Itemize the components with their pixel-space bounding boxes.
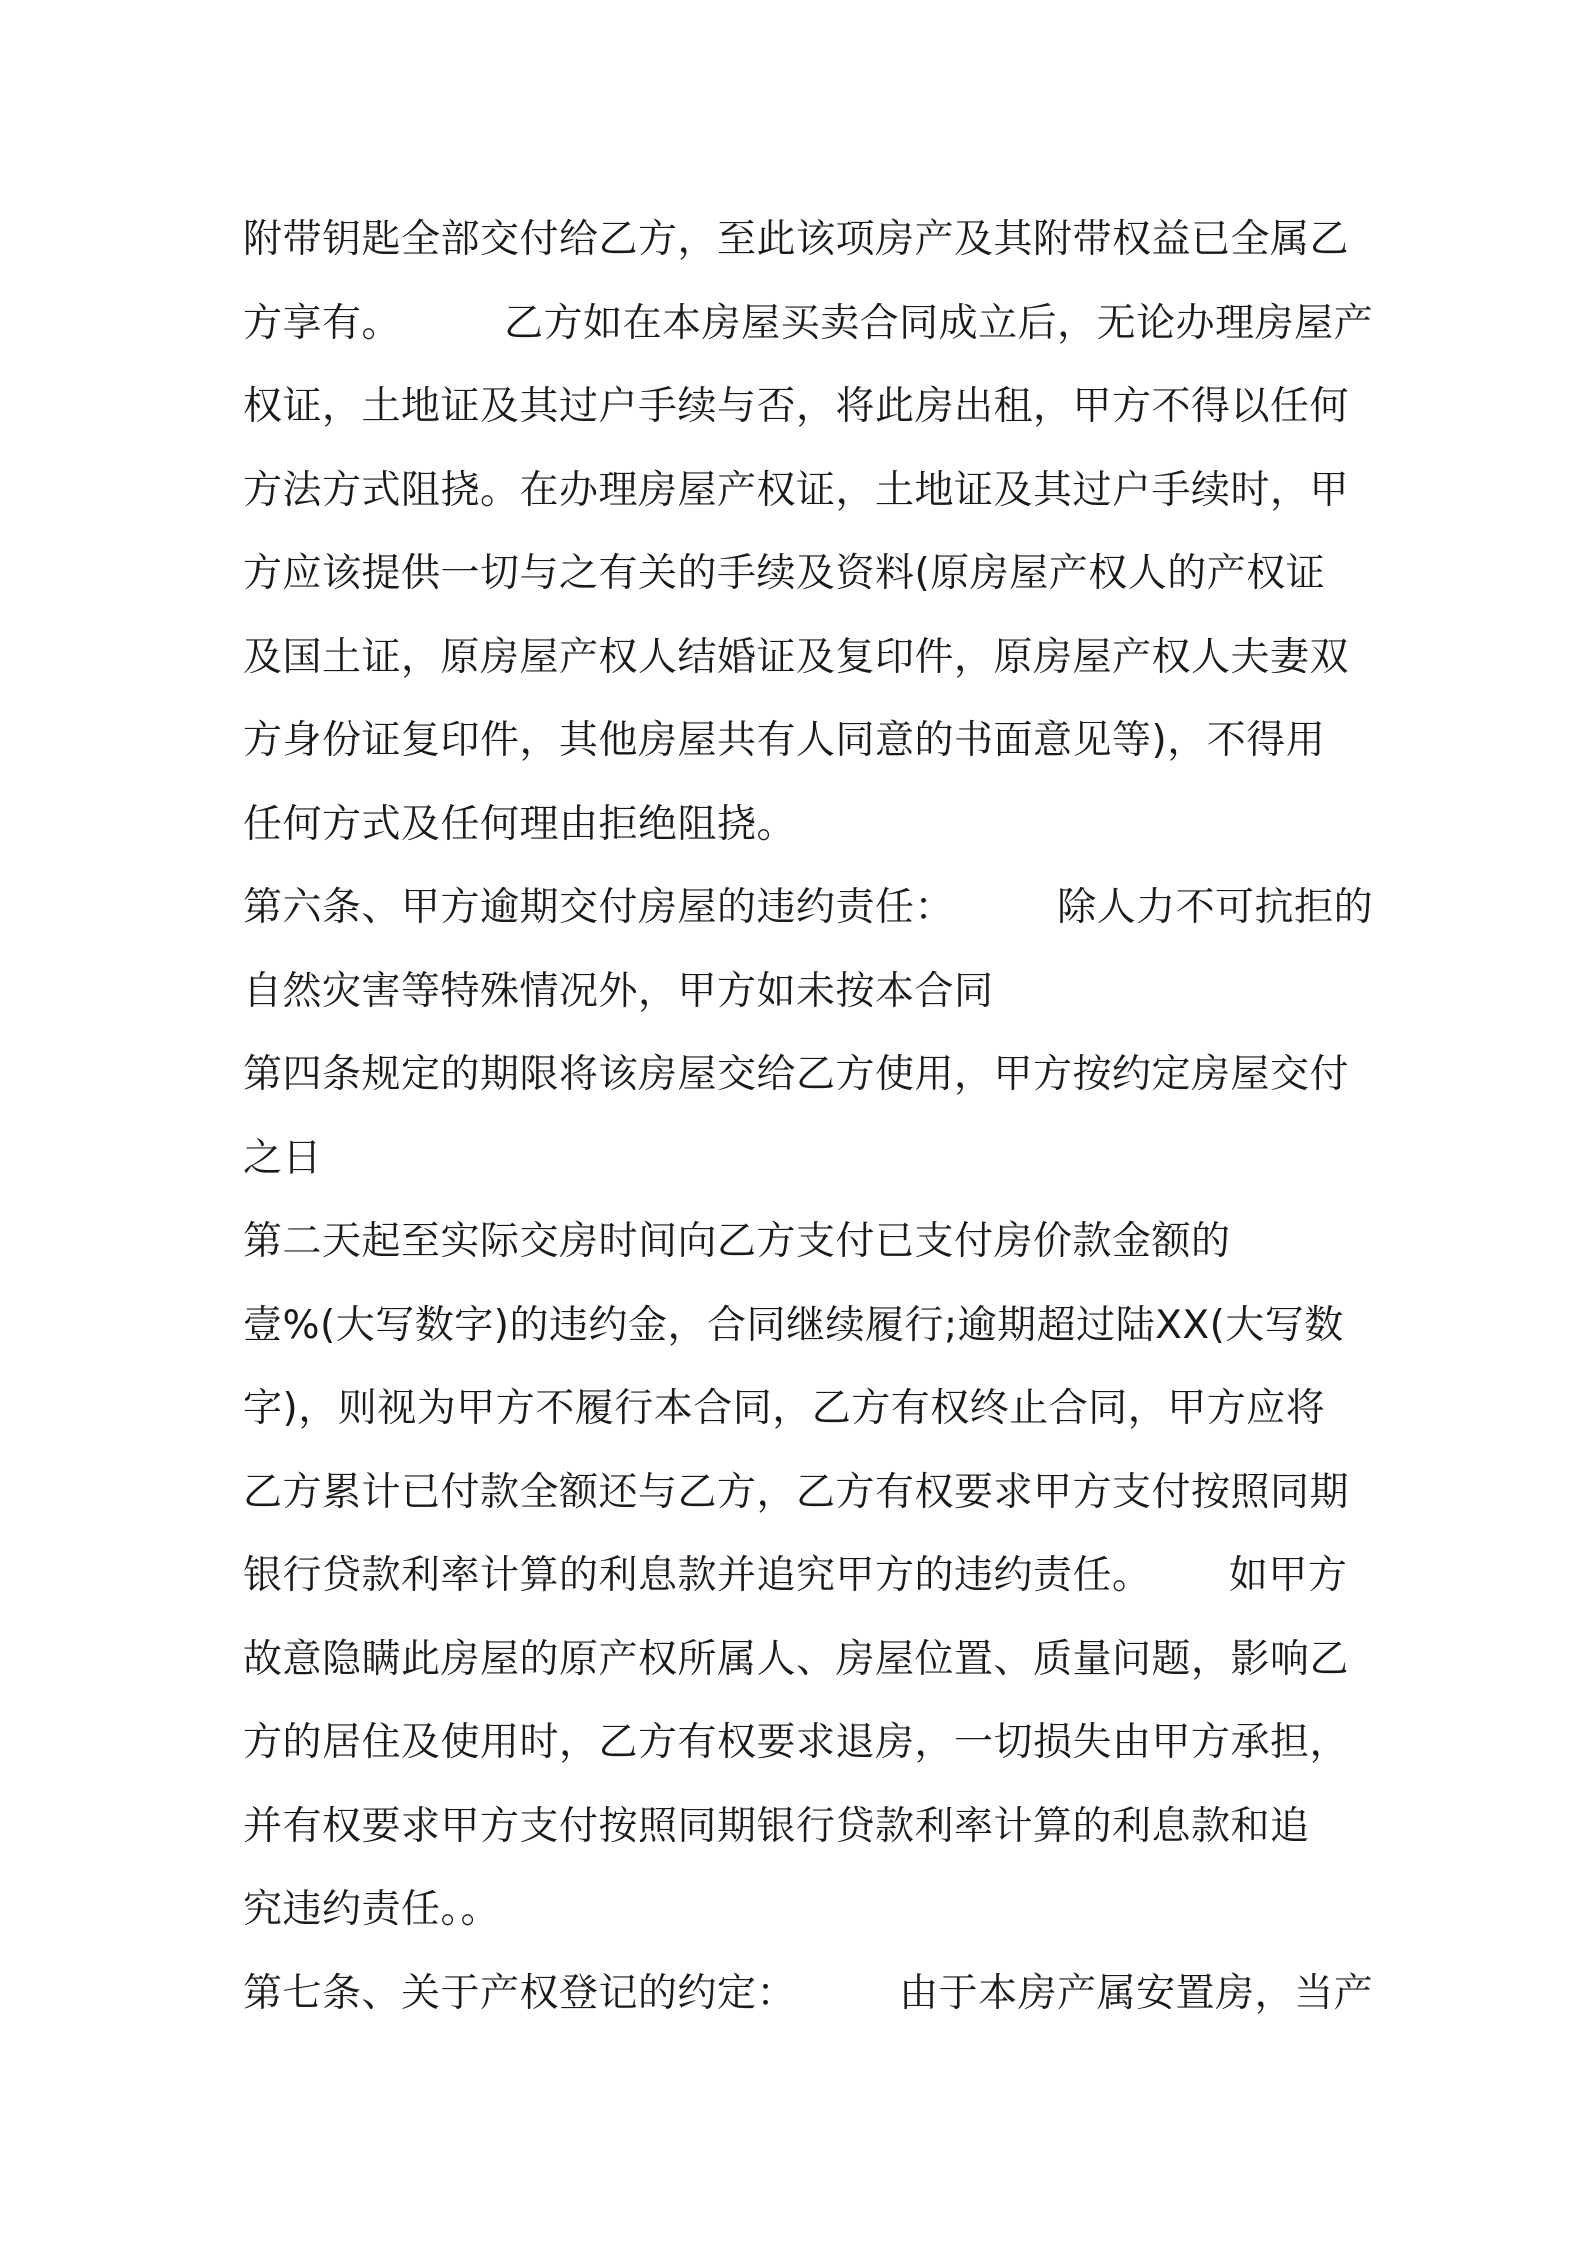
text-line: 自然灾害等特殊情况外，甲方如未按本合同 bbox=[243, 968, 994, 1014]
text-line: 方身份证复印件，其他房屋共有人同意的书面意见等)，不得用 bbox=[243, 718, 1326, 763]
text-line: 方享有。 乙方如在本房屋买卖合同成立后，无论办理房屋产 bbox=[243, 300, 1374, 346]
text-line: 第四条规定的期限将该房屋交给乙方使用，甲方按约定房屋交付 bbox=[243, 1052, 1350, 1097]
text-line: 银行贷款利率计算的利息款并追究甲方的违约责任。 如甲方 bbox=[243, 1553, 1348, 1598]
article-6-heading-line: 第六条、甲方逾期交付房屋的违约责任： 除人力不可抗拒的 bbox=[243, 885, 1374, 930]
text-line: 并有权要求甲方支付按照同期银行贷款利率计算的利息款和追 bbox=[243, 1803, 1310, 1849]
text-line: 权证，土地证及其过户手续与否，将此房出租，甲方不得以任何 bbox=[243, 384, 1350, 429]
text-line: 之日 bbox=[243, 1135, 323, 1181]
contract-text-block bbox=[243, 198, 1374, 2035]
article-7-heading-line: 第七条、关于产权登记的约定： 由于本房产属安置房，当产 bbox=[243, 1970, 1374, 2016]
text-line: 及国土证，原房屋产权人结婚证及复印件，原房屋产权人夫妻双 bbox=[243, 634, 1350, 680]
text-line: 方应该提供一切与之有关的手续及资料(原房屋产权人的产权证 bbox=[243, 551, 1326, 596]
text-line: 壹%(大写数字)的违约金，合同继续履行;逾期超过陆XX(大写数 bbox=[243, 1302, 1344, 1348]
text-line: 究违约责任。。 bbox=[243, 1887, 501, 1932]
text-line: 任何方式及任何理由拒绝阻挠。 bbox=[243, 801, 797, 847]
text-line: 方的居住及使用时，乙方有权要求退房，一切损失由甲方承担， bbox=[243, 1720, 1350, 1765]
text-line: 方法方式阻挠。在办理房屋产权证，土地证及其过户手续时，甲 bbox=[243, 467, 1350, 513]
text-line: 乙方累计已付款全额还与乙方，乙方有权要求甲方支付按照同期 bbox=[243, 1469, 1350, 1515]
text-line: 第二天起至实际交房时间向乙方支付已支付房价款金额的 bbox=[243, 1219, 1231, 1264]
text-line: 附带钥匙全部交付给乙方，至此该项房产及其附带权益已全属乙 bbox=[243, 217, 1350, 262]
text-line: 故意隐瞒此房屋的原产权所属人、房屋位置、质量问题，影响乙 bbox=[243, 1636, 1350, 1682]
text-line: 字)，则视为甲方不履行本合同，乙方有权终止合同，甲方应将 bbox=[243, 1386, 1326, 1431]
